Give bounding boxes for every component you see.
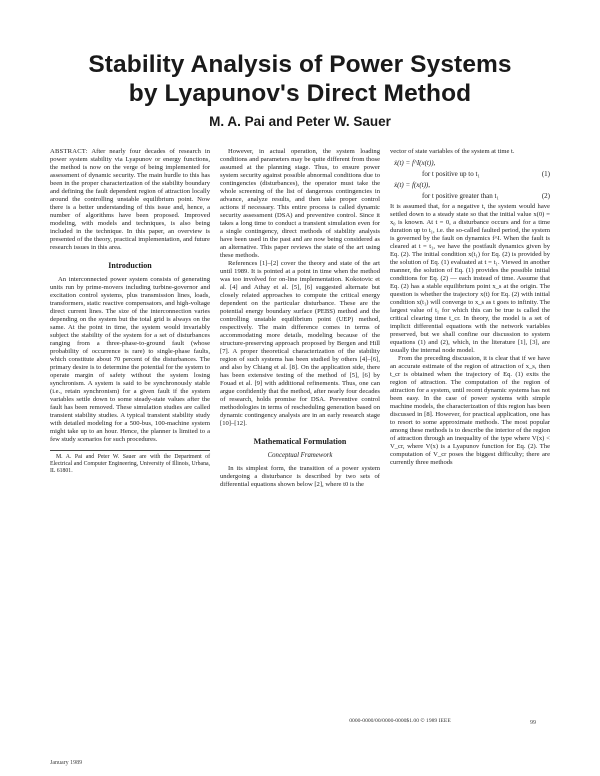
column-2-paragraph-2: References [1]–[2] cover the theory and state of the art until 1989. It is pointed at a point in time when the method was too involved for on-line implementation. Kokotovic et al. [4] and Athay et al. [5], [6] suggested alternate but closely related approaches to compute the critical energy dependent on the particular disturbance. These are the potential energy boundary surface (PEBS) method and the controlling unstable equilibrium point (UEP) method, respectively. The main difference comes in terms of accommodating more details, modeling because of the structure-preserving approach proposed by Bergen and Hill [7]. A proper theoretical characterization of the stability region of such systems has been studied by others [4]–[6], and also by Chiang et al. [8]. On the application side, there has been extensive testing of the method of [5], [6] by Fouad et al. [9] with additional refinements. Thus, one can argue confidently that the method, after nearly four decades of research, holds promise for DSA. Preventive control methodologies in terms of rescheduling generation based on dynamic contingency analysis are in an early research stage [10]–[12]. (220, 260, 380, 427)
introduction-paragraph: An interconnected power system consists of generating units run by prime-movers including turbine-governor and excitation control systems, plus transmission lines, loads, transformers, static reactive compensators, and high-voltage direct current lines. The size of the interconnection varies depending on the system but the total grid is always on the same. At the point in time, the system would invariably subject the stability of the system for a set of disturbances ranging from a three-phase-to-ground fault (whose probability of occurrence is rare) to single-phase faults, which constitute about 70 percent of the disturbances. The primary desire is to determine the potential for the system to operate margin of safety without the system losing synchronism. A system is said to be synchronously stable (i.e., retain synchronism) for a given fault if the system variables settle down to some steady-state values after the fault has been removed. These simulation studies are called transient stability studies. A typical transient stability study with detailed modeling for a 500-bus, 100-machine system might take up to an hour. Hence, the planner is limited to a few study scenarios for such procedures. (50, 276, 210, 443)
column-3-paragraph-2: From the preceding discussion, it is clear that if we have an accurate estimate of the region of attraction of x_s, then t_cr is obtained when the trajectory of Eq. (1) exits the region of attraction. The computation of the region of attraction for a system, until recent dynamic systems has not been easy. In the case of power systems with simple machine models, the characterization of this region has been discussed in [8]. However, for practical application, one has to resort to some approximate methods. The most popular among these methods is to describe the interior of the region of attraction through an inequality of the type where V(x) < V_cr, where V(x) is a Lyapunov function for Eq. (2). The computation of V_cr poses the biggest difficulty; there are currently three methods (390, 355, 550, 466)
affiliation-text: M. A. Pai and Peter W. Sauer are with the Department of Electrical and Computer Engineering, University of Illinois, Urbana, IL 61801. (50, 454, 210, 474)
equation-2-note: for t positive greater than t₁ (422, 192, 499, 200)
column-2-paragraph-1: However, in actual operation, the system loading conditions and parameters may be quite different from those assumed at the planning stage. Thus, to ensure power system security against possible abnormal conditions due to contingencies (disturbances), the operator must take the whole screening of the list of dangerous contingencies in advance, analyze results, and then take proper control actions if necessary. This entire process is called dynamic security assessment (DSA) and preventive control. Since it takes a long time to conduct a transient simulation even for a single contingency, direct methods of stability analysis have been used in the past and are now being considered as an alternative. This paper reviews the state of the art using these methods. (220, 148, 380, 259)
introduction-heading: Introduction (108, 261, 152, 270)
title-line-1: Stability Analysis of Power Systems (88, 51, 512, 78)
authors: M. A. Pai and Peter W. Sauer (209, 114, 391, 129)
equation-1-note: for t positive up to t₁ (422, 170, 480, 178)
abstract-text: After nearly four decades of research in power system stability via Lyapunov or energy functions, the method is now on the verge of being implemented for assessment of dynamic security. The main hurdle to this has been in the proper characterization of the stability boundary and defining the fault dependent region of attraction locally around the controlling unstable equilibrium point. Now there is a better understanding of this issue and, hence, a number of algorithms have been proposed. Improved modeling, with models and techniques, is also being included in the technique. In this paper, an overview is presented of the theory, practical implementation, and future research issues in this area. (50, 148, 210, 251)
equation-2 (390, 181, 550, 189)
column-3 (390, 148, 550, 467)
column-2 (220, 148, 380, 489)
equation-1-expr: ẋ(t) = f^I(x(t)), (394, 159, 436, 167)
author-affiliation (50, 450, 210, 475)
equation-1 (390, 159, 550, 167)
equation-1-condition (390, 170, 550, 178)
abstract (50, 148, 210, 252)
column-3-paragraph-1: It is assumed that, for a negative t, the system would have settled down to a steady state so that the initial value x(0) = x₀ is known. At t = 0, a disturbance occurs and for a time duration up to t₁, i.e. the so-called faulted period, the system is governed by the fault on dynamics f^I. When the fault is cleared at t = t₁, we have the postfault dynamics given by Eq. (2). The initial condition x(t₁) for Eq. (2) is provided by the solution of Eq. (1) evaluated at t = t₁. Viewed in another manner, the solution of Eq. (1) provides the possible initial conditions for Eq. (2) — each instead of time. Assume that Eq. (2) has a stable equilibrium point x_s at the origin. The question is whether the trajectory x(t) for Eq. (2) with initial condition x(t₁) will converge to x_s as t goes to infinity. The largest value of t₁ for which this can be true is called the critical clearing time t_cr. In theory, the model is a set of implicit differential equations with the network variables preserved, but we shall confine our discussion to system equations (1) and (2), which, in the literature [1], [3], are usually the internal node model. (390, 203, 550, 354)
footer-date: January 1989 (50, 760, 83, 766)
equation-2-number: (2) (541, 192, 550, 200)
copyright-line: 0000-0000/00/0000-0000$1.00 © 1989 IEEE (349, 718, 451, 724)
equation-2-expr: ẋ(t) = f(x(t)), (394, 181, 431, 189)
abstract-label: ABSTRACT: (50, 148, 88, 155)
title-line-2: by Lyapunov's Direct Method (128, 80, 472, 107)
equation-2-condition (390, 192, 550, 200)
math-formulation-heading: Mathematical Formulation (253, 437, 347, 446)
column-1 (50, 148, 210, 475)
page-number: 99 (530, 720, 536, 726)
paper-title (0, 50, 600, 108)
equation-1-number: (1) (541, 170, 550, 178)
column-2-paragraph-3: In its simplest form, the transition of a power system undergoing a disturbance is described by two sets of differential equations shown below [2], where t0 is the (220, 465, 380, 488)
conceptual-framework-subheading: Conceptual Framework (267, 452, 333, 459)
column-3-intro: vector of state variables of the system at time t. (390, 148, 515, 155)
